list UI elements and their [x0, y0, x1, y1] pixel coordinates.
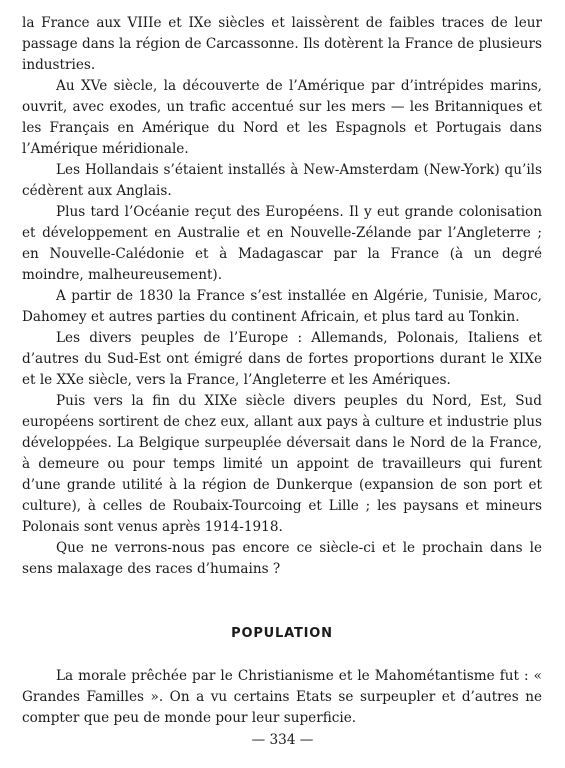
paragraph-france-africa: A partir de 1830 la France s’est installée en Algérie, Tunisie, Maroc, Dahomey et autres parties du continent Africain, et plus tard au Tonkin.	[22, 288, 542, 325]
page-number: — 334 —	[251, 732, 314, 748]
paragraph-dutch-new-amsterdam: Les Hollandais s’étaient installés à New-Amsterdam (New-York) qu’ils cédèrent aux Anglais.	[22, 162, 542, 199]
page-body	[22, 13, 542, 729]
paragraph-population: La morale prêchée par le Christianisme et le Mahométantisme fut : « Grandes Familles ». On a vu certains Etats se surpeupler et d’autres ne compter que peu de monde pour leur superficie.	[22, 668, 542, 726]
paragraph-discovery-america: Au XVe siècle, la découverte de l’Amérique par d’intrépides marins, ouvrit, avec exodes, un trafic accentué sur les mers — les Britanniques et les Français en Amérique du Nord et les Espagnols et Portugais dans l’Amérique méridionale.	[22, 78, 542, 157]
paragraph-continuation: la France aux VIIIe et IXe siècles et laissèrent de faibles traces de leur passage dans la région de Carcassonne. Ils dotèrent la France de plusieurs industries.	[22, 15, 542, 73]
paragraph-northern-peoples: Puis vers la fin du XIXe siècle divers peuples du Nord, Est, Sud européens sortirent de chez eux, allant aux pays à culture et industrie plus développées. La Belgique surpeuplée déversait dans le Nord de la France, à demeure ou pour temps limité un appoint de travailleurs qui furent d’une grande utilité à la région de Dunkerque (expansion de son port et culture), à celles de Roubaix-Tourcoing et Lille ; les paysans et mineurs Polonais sont venus après 1914-1918.	[22, 393, 542, 535]
paragraph-oceania: Plus tard l’Océanie reçut des Européens. Il y eut grande colonisation et développement en Australie et en Nouvelle-Zélande par l’Angleterre ; en Nouvelle-Calédonie et à Madagascar par la France (à un degré moindre, malheureusement).	[22, 204, 542, 283]
section-spacer	[22, 644, 542, 666]
paragraph-european-peoples: Les divers peuples de l’Europe : Allemands, Polonais, Italiens et d’autres du Sud-Est ont émigré dans de fortes proportions durant le XIXe et le XXe siècle, vers la France, l’Angleterre et les Amériques.	[22, 330, 542, 388]
section-heading: POPULATION	[231, 626, 333, 641]
paragraph-question: Que ne verrons-nous pas encore ce siècle-ci et le prochain dans le sens malaxage des races d’humains ?	[22, 540, 542, 577]
